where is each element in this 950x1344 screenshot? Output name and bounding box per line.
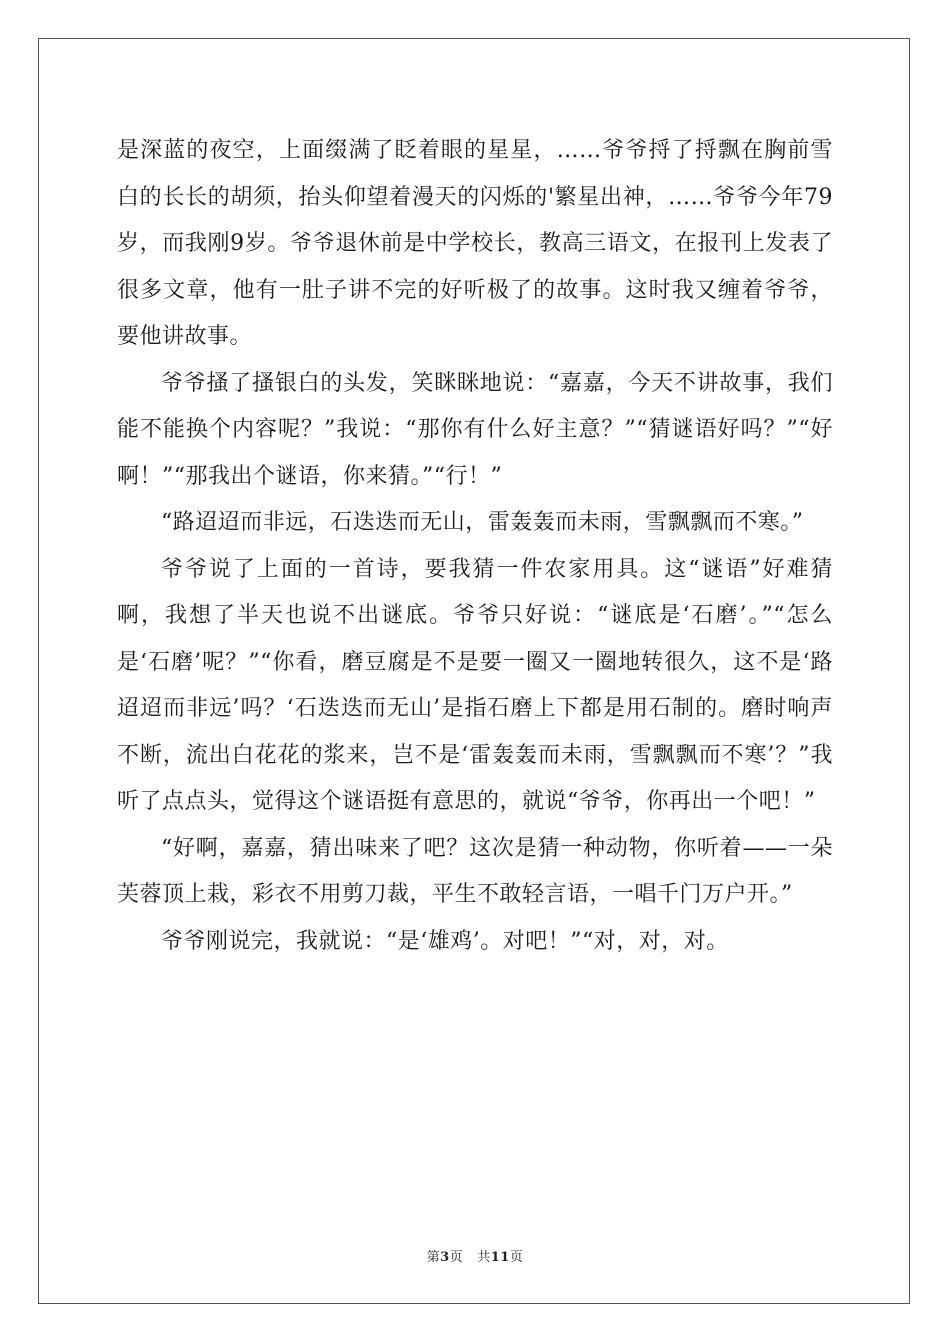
page-label-suffix: 页 xyxy=(449,1250,464,1265)
paragraph-6: 爷爷刚说完，我就说：“是‘雄鸡’。对吧！”“对，对，对。 xyxy=(161,928,729,954)
paragraph-2: 爷爷搔了搔银白的头发，笑眯眯地说：“嘉嘉，今天不讲故事，我们能不能换个内容呢？”我说：“那你有什么好主意？”“猜谜语好吗？”“好啊！”“那我出个谜语，你来猜。”“行！” xyxy=(117,370,833,489)
paragraph-5: “好啊，嘉嘉，猜出味来了吧？这次是猜一种动物，你听着——一朵芙蓉顶上栽，彩衣不用剪刀裁，平生不敢轻言语，一唱千门万户开。” xyxy=(117,835,833,907)
paragraph-3: “路迢迢而非远，石迭迭而无山，雷轰轰而未雨，雪飘飘而不寒。” xyxy=(161,510,804,535)
total-label-prefix: 共 xyxy=(477,1250,491,1265)
page-footer xyxy=(0,1246,950,1265)
document-body xyxy=(117,128,833,965)
current-page-number: 3 xyxy=(440,1250,450,1265)
paragraph-1: 是深蓝的夜空，上面缀满了眨着眼的星星，……爷爷捋了捋飘在胸前雪白的长长的胡须，抬头仰望着漫天的闪烁的'繁星出神，……爷爷今年79岁，而我刚9岁。爷爷退休前是中学校长，教高三语文，在报刊上发表了很多文章，他有一肚子讲不完的好听极了的故事。这时我又缠着爷爷，要他讲故事。 xyxy=(117,138,833,349)
total-label-suffix: 页 xyxy=(509,1250,524,1265)
total-pages-number: 11 xyxy=(490,1250,510,1265)
page-label-prefix: 第 xyxy=(426,1250,441,1265)
paragraph-4: 爷爷说了上面的一首诗，要我猜一件农家用具。这“谜语”好难猜啊，我想了半天也说不出谜底。爷爷只好说：“谜底是‘石磨’。”“怎么是‘石磨’呢？”“你看，磨豆腐是不是要一圈又一圈地转很久，这不是‘路迢迢而非远’吗？‘石迭迭而无山’是指石磨上下都是用石制的。磨时响声不断，流出白花花的浆来，岂不是‘雷轰轰而未雨，雪飘飘而不寒’？”我听了点点头，觉得这个谜语挺有意思的，就说“爷爷，你再出一个吧！” xyxy=(117,556,833,814)
